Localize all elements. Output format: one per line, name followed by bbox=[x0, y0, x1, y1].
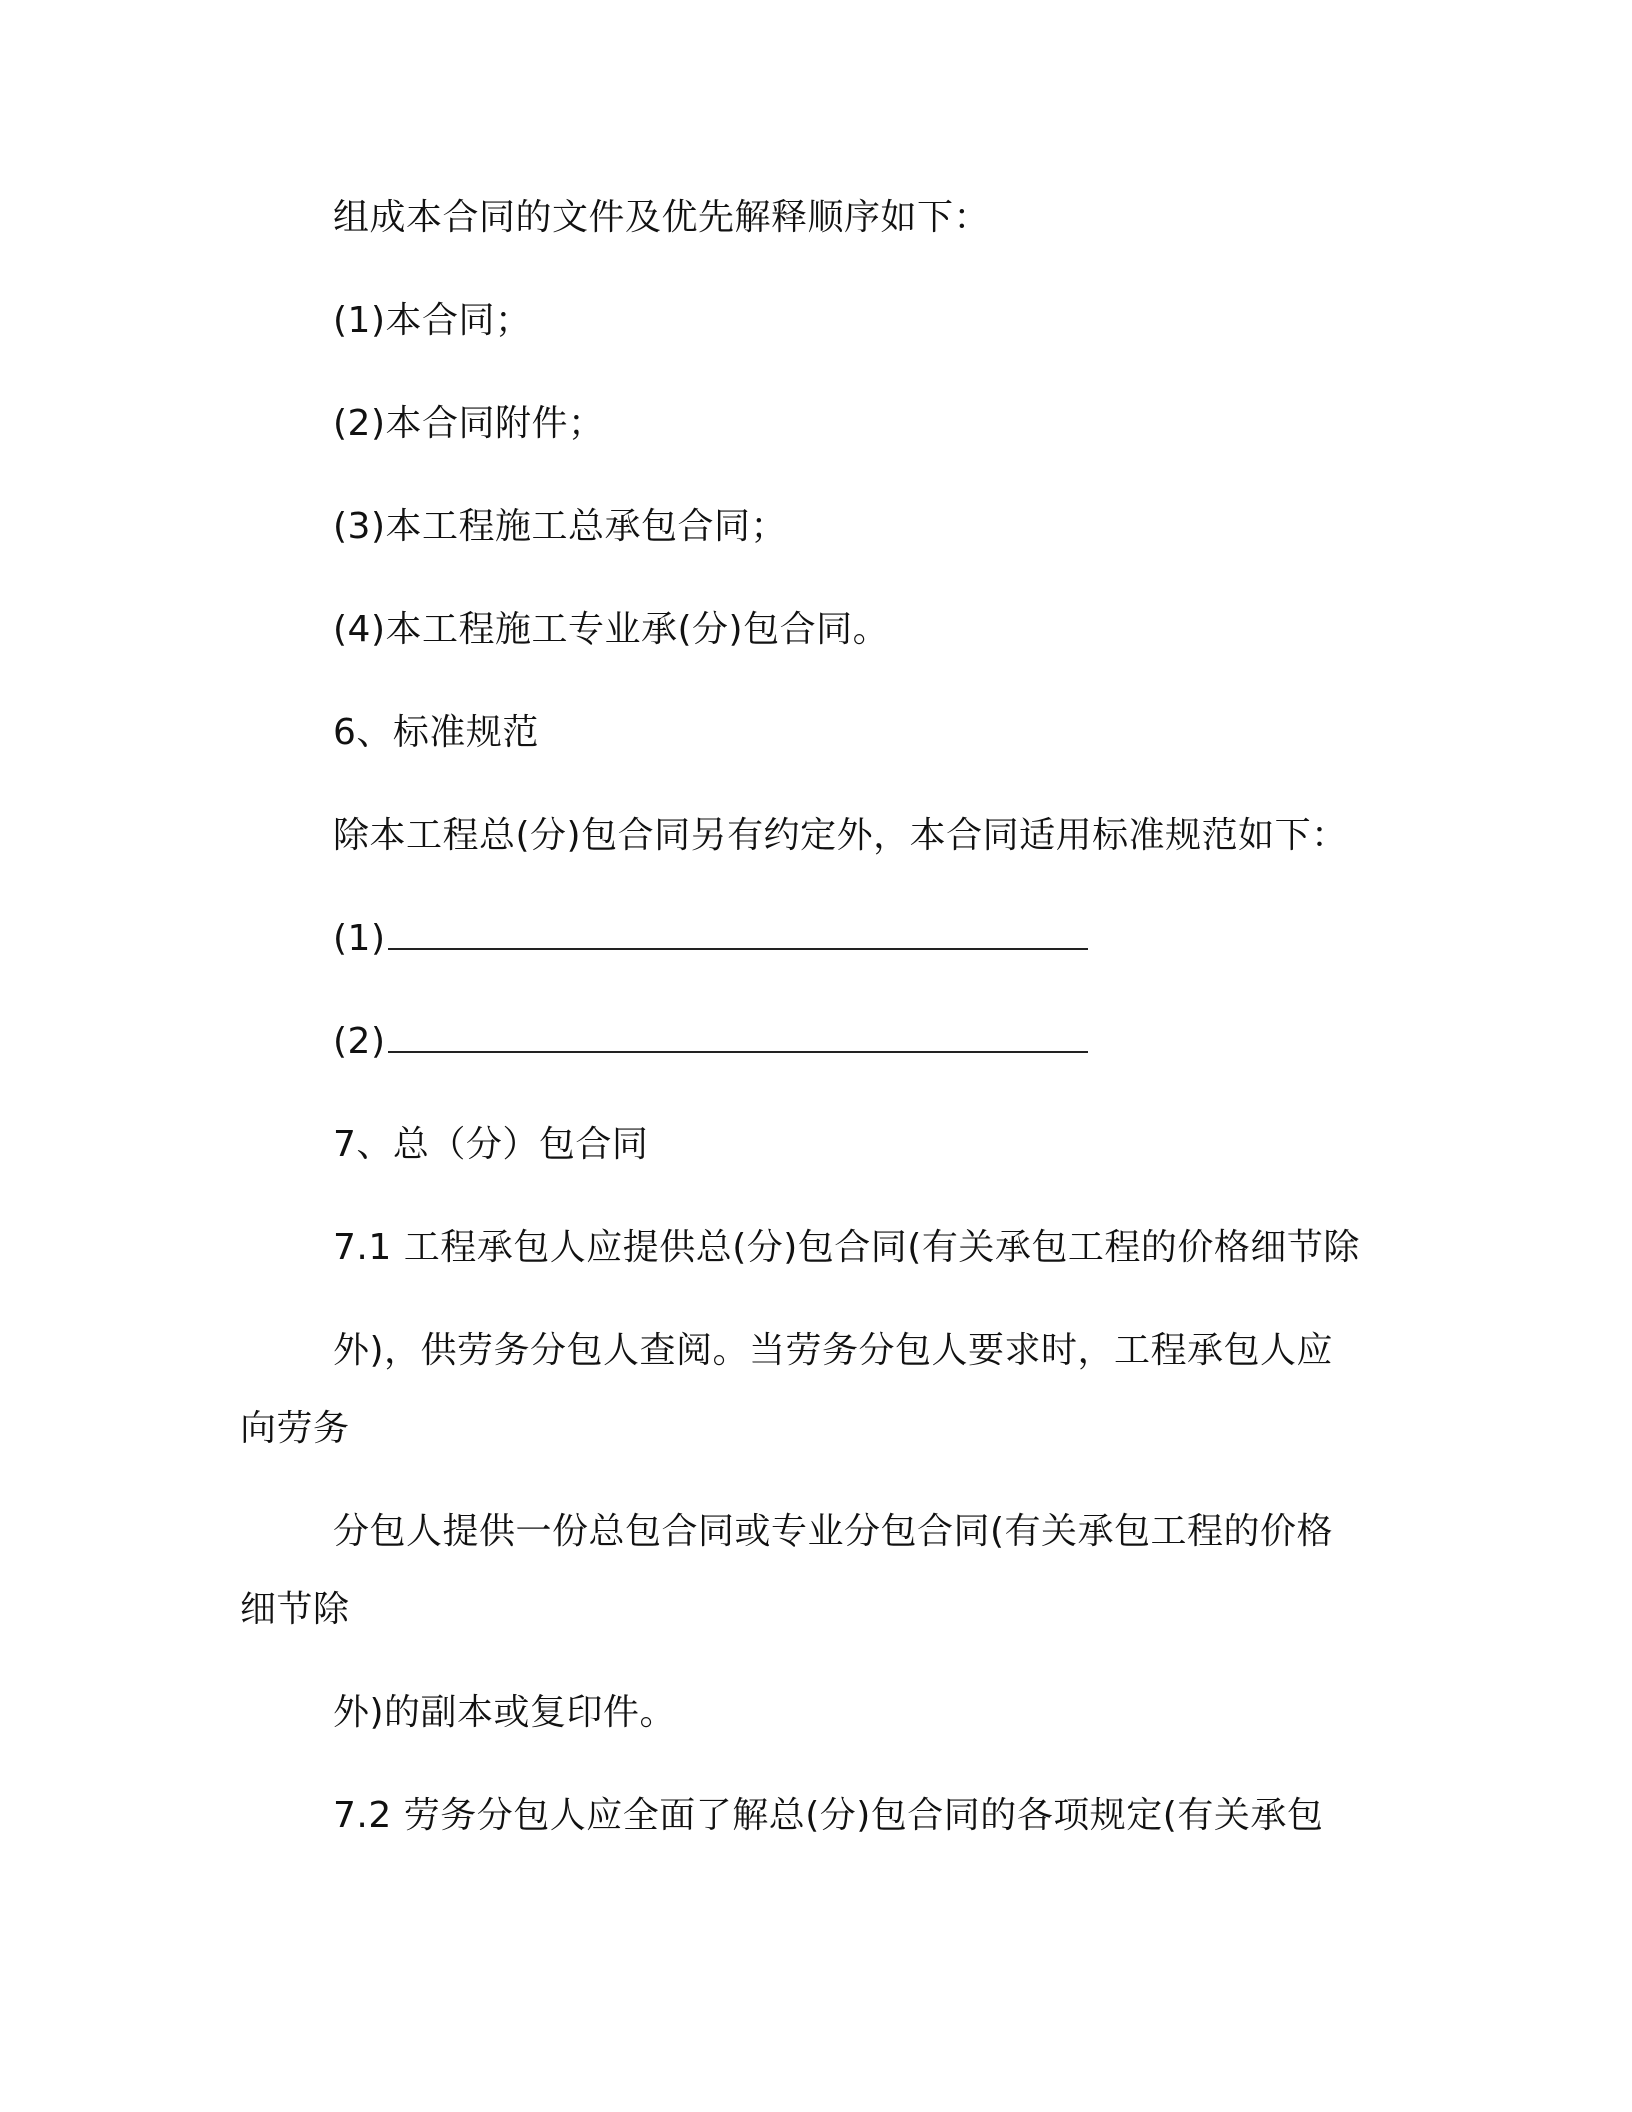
standards-fill-line-1 bbox=[333, 917, 1088, 961]
clause-7-1-line-4: 分包人提供一份总包合同或专业分包合同(有关承包工程的价格 bbox=[333, 1511, 1334, 1552]
section-heading-6: 6、标准规范 bbox=[333, 712, 539, 753]
clause-7-1-line-5: 细节除 bbox=[240, 1589, 350, 1630]
blank-underline bbox=[388, 918, 1088, 950]
clause-7-1-line-2: 外)，供劳务分包人查阅。当劳务分包人要求时，工程承包人应 bbox=[333, 1330, 1334, 1371]
list-item-3: (3)本工程施工总承包合同； bbox=[333, 506, 787, 547]
standards-intro: 除本工程总(分)包合同另有约定外，本合同适用标准规范如下： bbox=[333, 815, 1348, 856]
fill-line-number: (1) bbox=[333, 918, 386, 959]
clause-7-1-line-3: 向劳务 bbox=[240, 1408, 350, 1449]
list-item-2: (2)本合同附件； bbox=[333, 403, 605, 444]
standards-fill-line-2 bbox=[333, 1020, 1088, 1064]
fill-line-number: (2) bbox=[333, 1021, 386, 1062]
section-heading-7: 7、总（分）包合同 bbox=[333, 1124, 649, 1165]
clause-7-2-line-1: 7.2 劳务分包人应全面了解总(分)包合同的各项规定(有关承包 bbox=[333, 1795, 1324, 1836]
contract-documents-intro: 组成本合同的文件及优先解释顺序如下： bbox=[333, 197, 991, 238]
clause-7-1-line-1: 7.1 工程承包人应提供总(分)包合同(有关承包工程的价格细节除 bbox=[333, 1227, 1360, 1268]
list-item-4: (4)本工程施工专业承(分)包合同。 bbox=[333, 609, 890, 650]
clause-7-1-line-6: 外)的副本或复印件。 bbox=[333, 1692, 677, 1733]
list-item-1: (1)本合同； bbox=[333, 300, 532, 341]
blank-underline bbox=[388, 1021, 1088, 1053]
